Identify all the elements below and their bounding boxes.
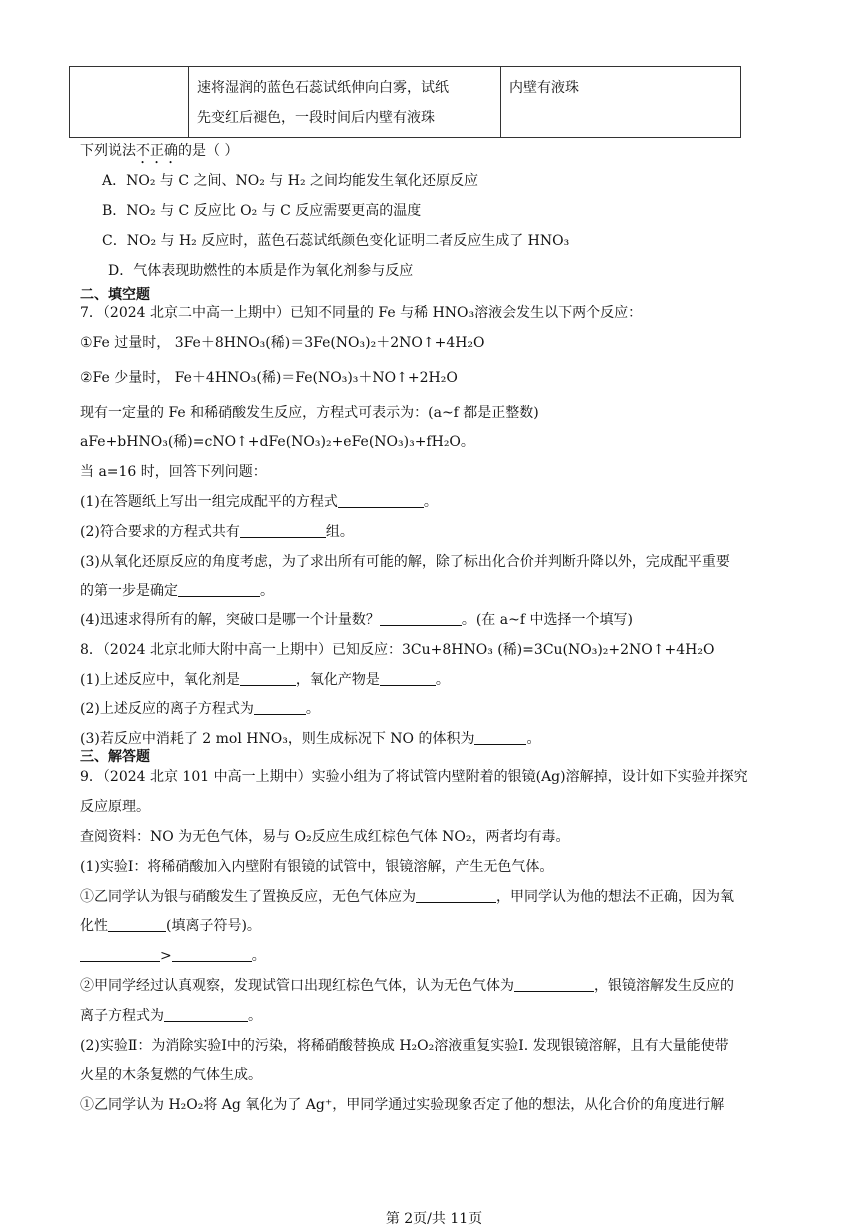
q9-sub-1-line2-text: 化性	[80, 918, 108, 934]
q6-option-a: A．NO₂ 与 C 之间、NO₂ 与 H₂ 之间均能发生氧化还原反应	[102, 173, 479, 189]
q6-option-c: C．NO₂ 与 H₂ 反应时，蓝色石蕊试纸颜色变化证明二者反应生成了 HNO₃	[102, 233, 570, 249]
q9-sub-1-line2	[80, 915, 261, 935]
answer-blank[interactable]	[172, 947, 252, 962]
q9-sub-1-line3-end: 。	[251, 948, 266, 964]
table-cell-empty	[70, 67, 189, 138]
q7-part-3-line1: (3)从氧化还原反应的角度考虑，为了求出所有可能的解，除了标出化合价并判断升降以外，完成配平重要	[80, 554, 730, 570]
q8-part-2-text: (2)上述反应的离子方程式为	[80, 701, 254, 717]
q7-part-4	[80, 609, 633, 629]
answer-blank[interactable]	[380, 611, 462, 626]
q7-equation-2-formula: Fe＋4HNO₃(稀)＝Fe(NO₃)₃＋NO↑+2H₂O	[174, 370, 458, 386]
q9-sub-1-line1	[80, 886, 734, 906]
q7-part-1-end: 。	[423, 494, 438, 510]
q9-sub-2-line2	[80, 1005, 262, 1025]
q7-part-1	[80, 491, 438, 511]
q7-general-equation: aFe+bHNO₃(稀)=cNO↑+dFe(NO₃)₂+eFe(NO₃)₃+fH₂O。	[80, 434, 475, 450]
q9-reference-info: 查阅资料：NO 为无色气体，易与 O₂反应生成红棕色气体 NO₂，两者均有毒。	[80, 829, 570, 845]
q7-stem: 7．（2024 北京二中高一上期中）已知不同量的 Fe 与稀 HNO₃溶液会发生以下两个反应：	[80, 305, 643, 321]
q7-part-3-line2	[80, 580, 274, 600]
q8-part-2	[80, 698, 320, 718]
q9-sub-1-line3	[80, 945, 266, 965]
q7-equation-1-label: ①Fe 过量时，	[80, 335, 171, 351]
q9-sub-1-line2-end: (填离子符号)。	[166, 918, 261, 934]
answer-blank[interactable]	[80, 947, 160, 962]
answer-blank[interactable]	[178, 582, 260, 597]
q8-part-3-text: (3)若反应中消耗了 2 mol HNO₃，则生成标况下 NO 的体积为	[80, 731, 475, 747]
answer-blank[interactable]	[254, 700, 306, 715]
q9-experiment-2-line2: 火星的木条复燃的气体生成。	[80, 1067, 262, 1083]
q8-part-1-end: 。	[435, 672, 450, 688]
q7-equation-2	[80, 367, 458, 387]
experiment-table	[69, 66, 741, 138]
q6-stem-emphasis: 不正确	[136, 143, 178, 159]
q7-part-2-end: 组。	[325, 524, 354, 540]
answer-blank[interactable]	[240, 523, 326, 538]
answer-blank[interactable]	[108, 917, 166, 932]
q7-part-3-end: 。	[260, 583, 274, 599]
q7-part-3-text: 的第一步是确定	[80, 583, 178, 599]
answer-blank[interactable]	[416, 888, 496, 903]
answer-blank[interactable]	[380, 671, 436, 686]
q8-part-1	[80, 669, 450, 689]
q6-stem-post: 的是（ ）	[178, 143, 239, 159]
table-cell-result: 内壁有液珠	[501, 67, 741, 138]
answer-blank[interactable]	[164, 1007, 248, 1022]
q7-equation-1	[80, 332, 485, 352]
q9-sub-1-text: ①乙同学认为银与硝酸发生了置换反应，无色气体应为	[80, 889, 416, 905]
table-cell-phenomenon	[189, 67, 501, 138]
answer-blank[interactable]	[240, 671, 296, 686]
table-cell-line: 速将湿润的蓝色石蕊试纸伸向白雾，试纸	[197, 80, 449, 96]
q6-stem-pre: 下列说法	[80, 143, 136, 159]
q9-sub-2-text-post: ，银镜溶解发生反应的	[594, 978, 734, 994]
q9-sub-2-line2-text: 离子方程式为	[80, 1008, 164, 1024]
page-number: 第 2页/共 11页	[385, 1211, 483, 1227]
q8-part-2-end: 。	[305, 701, 320, 717]
q9-sub-2-line2-end: 。	[248, 1008, 262, 1024]
q7-part-1-text: (1)在答题纸上写出一组完成配平的方程式	[80, 494, 338, 510]
q7-part-4-end: 。(在 a~f 中选择一个填写)	[461, 612, 633, 628]
q7-condition: 当 a=16 时，回答下列问题：	[80, 464, 267, 480]
q8-part-1-text-b: ，氧化产物是	[295, 672, 380, 688]
table-row	[70, 67, 741, 138]
q8-part-3	[80, 728, 540, 748]
answer-blank[interactable]	[474, 730, 526, 745]
q7-part-2	[80, 521, 354, 541]
section-title-fill-in: 二、填空题	[80, 287, 150, 303]
q9-sub-3: ①乙同学认为 H₂O₂将 Ag 氧化为了 Ag⁺，甲同学通过实验现象否定了他的想法，从化合价的角度进行解	[80, 1097, 725, 1113]
q6-option-b: B．NO₂ 与 C 反应比 O₂ 与 C 反应需要更高的温度	[102, 203, 422, 219]
q9-sub-1-text-post: ，甲同学认为他的想法不正确，因为氧	[496, 889, 734, 905]
q6-stem	[80, 140, 238, 167]
answer-blank[interactable]	[338, 493, 424, 508]
q8-part-3-end: 。	[526, 731, 541, 747]
table-cell-line: 先变红后褪色，一段时间后内壁有液珠	[197, 110, 435, 126]
q9-stem-line2: 反应原理。	[80, 799, 150, 815]
q9-experiment-2-line1: (2)实验Ⅱ：为消除实验Ⅰ中的污染，将稀硝酸替换成 H₂O₂溶液重复实验Ⅰ. 发现银镜溶解，且有大量能使带	[80, 1038, 729, 1054]
q6-option-d: D．气体表现助燃性的本质是作为氧化剂参与反应	[108, 263, 414, 279]
q7-part-2-text: (2)符合要求的方程式共有	[80, 524, 240, 540]
q9-sub-2-text: ②甲同学经过认真观察，发现试管口出现红棕色气体，认为无色气体为	[80, 978, 514, 994]
q9-sub-2-line1	[80, 975, 734, 995]
q8-stem: 8．（2024 北京北师大附中高一上期中）已知反应：3Cu+8HNO₃ (稀)=3Cu(NO₃)₂+2NO↑+4H₂O	[80, 642, 715, 658]
q9-experiment-1: (1)实验Ⅰ：将稀硝酸加入内壁附有银镜的试管中，银镜溶解，产生无色气体。	[80, 859, 554, 875]
q7-general-intro: 现有一定量的 Fe 和稀硝酸发生反应，方程式可表示为：(a~f 都是正整数)	[80, 405, 539, 421]
q9-stem-line1: 9．（2024 北京 101 中高一上期中）实验小组为了将试管内壁附着的银镜(Ag)溶解掉，设计如下实验并探究	[80, 769, 748, 785]
answer-blank[interactable]	[514, 977, 594, 992]
q7-equation-2-label: ②Fe 少量时，	[80, 370, 171, 386]
q7-equation-1-formula: 3Fe＋8HNO₃(稀)＝3Fe(NO₃)₂＋2NO↑+4H₂O	[174, 335, 485, 351]
q7-part-4-text: (4)迅速求得所有的解，突破口是哪一个计量数？	[80, 612, 380, 628]
q9-comparison-sign: >	[160, 948, 172, 964]
section-title-answer: 三、解答题	[80, 749, 150, 765]
q8-part-1-text-a: (1)上述反应中，氧化剂是	[80, 672, 240, 688]
